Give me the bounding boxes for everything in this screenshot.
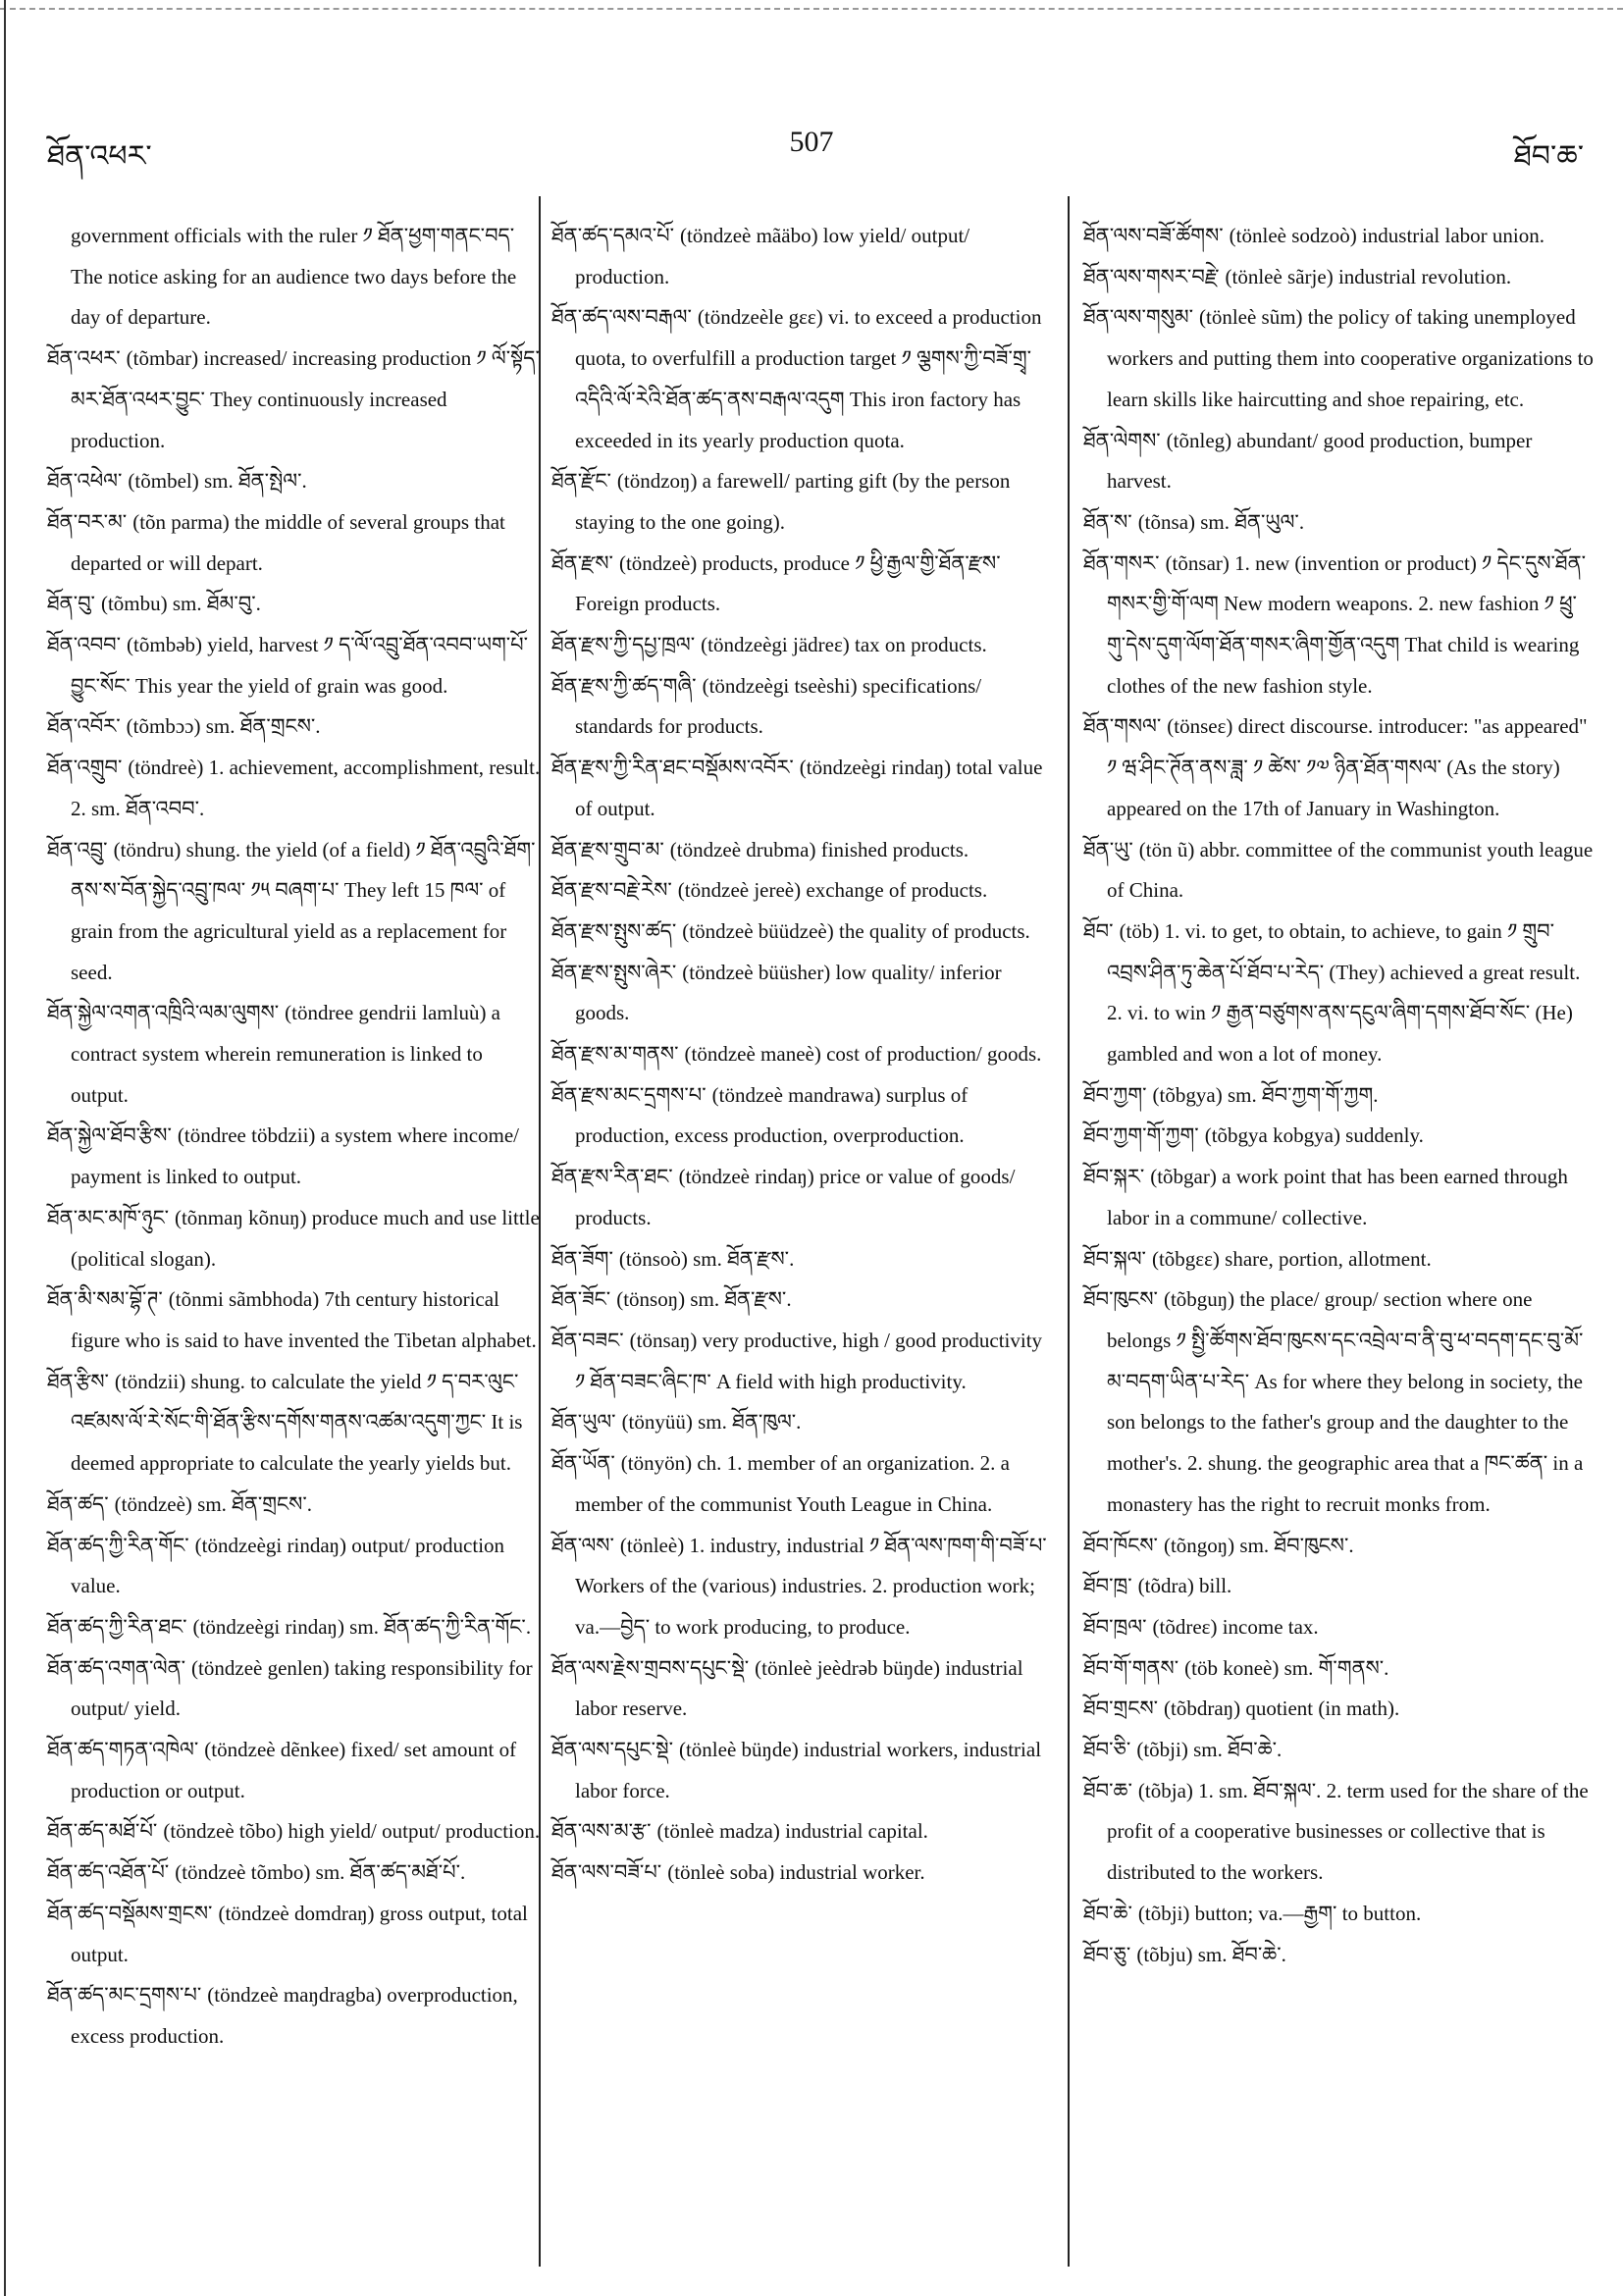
entry-definition: (töndzeè tõbo) high yield/ output/ production. (163, 1819, 541, 1844)
entry-headword: ཐོན་ལས་བཟོ་ཚོགས་ (1083, 224, 1224, 247)
entry-headword: ཐོབ་གྲངས་ (1083, 1696, 1159, 1721)
entry-headword: ཐོན་ལས་རྗེས་གྲབས་དཔུང་སྡེ་ (551, 1655, 750, 1680)
dictionary-entry (1083, 1607, 1594, 1648)
dictionary-entry (47, 748, 543, 829)
entry-headword: ཐོན་ཡུ་ (1083, 837, 1133, 861)
entry-definition: (tönsaŋ) very productive, high / good productivity ༡ ཐོན་བཟང་ཞིང་ཁ་ A field with high productivity. (575, 1328, 1043, 1393)
dictionary-entry (551, 1239, 1047, 1280)
entry-definition: (töndzeè maŋdragba) overproduction, excess production. (71, 1983, 518, 2048)
entry-definition: (tönleè) 1. industry, industrial ༡ ཐོན་ལས་ཁག་གི་བཟོ་པ་ Workers of the (various) industries. 2. production work; va.—བྱེད་ to work producing, to produce. (575, 1533, 1047, 1639)
entry-definition: (tõnmaŋ kõnuŋ) produce much and use little (political slogan). (71, 1205, 540, 1271)
dictionary-entry (47, 461, 543, 502)
entry-headword: ཐོབ་ཀྱག་ (1083, 1082, 1147, 1107)
dictionary-entry (551, 544, 1047, 625)
entry-headword: ཐོན་ལས་མ་རྩ་ (551, 1819, 652, 1844)
entry-headword: ཐོན་ལས་གསུམ་ (1083, 305, 1193, 330)
entry-headword: ཐོན་རྩིས་ (47, 1369, 109, 1393)
dictionary-column-middle (551, 216, 1047, 1894)
dictionary-entry (551, 1852, 1047, 1894)
dictionary-entry (47, 1526, 543, 1607)
entry-definition: (töb) 1. vi. to get, to obtain, to achieve, to gain ༡ གྲུབ་འབྲས་ཤིན་ཏུ་ཆེན་པོ་ཐོབ་པ་རེད་ (They) achieved a great result. 2. vi. to win ༡ རྒྱན་བཙུགས་ནས་དངུལ་ཞིག་དགས་ཐོབ་སོང་ (He) gambled and won a lot of money. (1107, 918, 1581, 1067)
dictionary-entry (47, 1198, 543, 1279)
entry-headword: ཐོན་རྫས་སྤུས་ཞེར་ (551, 960, 677, 984)
entry-definition: (tõbgεε) share, portion, allotment. (1151, 1246, 1432, 1271)
entry-definition: (tõdra) bill. (1137, 1574, 1232, 1598)
entry-definition: (tõdreε) income tax. (1152, 1614, 1319, 1639)
dictionary-entry (1083, 1116, 1594, 1157)
entry-definition: (tönleè soba) industrial worker. (667, 1860, 925, 1885)
dictionary-entry (1083, 1730, 1594, 1771)
entry-definition: (tõmbar) increased/ increasing production ༡ ལོ་སྟོད་མར་ཐོན་འཕར་བྱུང་ They continuously increased production. (71, 346, 540, 452)
entry-headword: ཐོན་འཕེལ་ (47, 469, 123, 494)
dictionary-entry (1083, 830, 1594, 912)
entry-headword: ཐོན་རྫས་སྤུས་ཚད་ (551, 918, 677, 943)
dictionary-entry (1083, 297, 1594, 420)
dictionary-entry (551, 953, 1047, 1034)
dictionary-entry (47, 1648, 543, 1730)
entry-definition: (tõnleg) abundant/ good production, bumper harvest. (1107, 428, 1533, 494)
entry-headword: ཐོན་རྫས་བརྗེ་རེས་ (551, 878, 672, 903)
entry-definition: (tönleè sodzoò) industrial labor union. (1229, 224, 1545, 247)
entry-definition: (töndzii) shung. to calculate the yield ༡ ད་བར་ལུང་འཛམས་ལོ་རེ་སོང་གི་ཐོན་རྩིས་དགོས་གནས་འཚམ་འདུག་ཀྱང་ It is deemed appropriate to calculate the yearly yields but. (71, 1369, 523, 1476)
dictionary-entry (47, 1730, 543, 1811)
dictionary-entry (47, 502, 543, 584)
entry-definition: (tönleè jeèdrəb büŋde) industrial labor reserve. (575, 1655, 1023, 1721)
dictionary-entry (551, 1321, 1047, 1402)
dictionary-entry (551, 1034, 1047, 1075)
entry-definition: (töndzeè dẽnkee) fixed/ set amount of production or output. (71, 1738, 517, 1802)
dictionary-entry (551, 1648, 1047, 1730)
dictionary-entry (551, 1075, 1047, 1157)
entry-definition: (tõbji) button; va.—རྒྱག་ to button. (1137, 1901, 1422, 1925)
dictionary-entry (47, 1362, 543, 1485)
entry-definition: (töndzeè mandrawa) surplus of production, excess production, overproduction. (575, 1082, 969, 1148)
entry-headword: ཐོབ་ཅུ་ (1083, 1942, 1131, 1966)
dictionary-entry (1083, 421, 1594, 502)
entry-headword: ཐོན་རྫས་རིན་ཐང་ (551, 1165, 673, 1189)
entry-definition: (tõbdraŋ) quotient (in math). (1164, 1696, 1400, 1721)
dictionary-entry (1083, 1689, 1594, 1730)
entry-headword: ཐོན་རྫས་མ་གནས་ (551, 1042, 679, 1067)
entry-headword: ཐོན་འགྲུབ་ (47, 756, 123, 780)
running-head-left: ཐོན་འཕར་ (47, 140, 152, 173)
entry-headword: ཐོན་ཚད་འགན་ལེན་ (47, 1655, 186, 1680)
entry-definition: (tõmbɔɔ) sm. ཐོན་གྲངས་. (126, 714, 321, 739)
entry-definition: (töndzeègi tseèshi) specifications/ standards for products. (575, 673, 982, 739)
dictionary-entry (47, 1811, 543, 1852)
dictionary-entry (551, 1526, 1047, 1648)
entry-headword: ཐོན་ཚད་དམའ་པོ་ (551, 224, 675, 247)
entry-definition: (tõbgya kobgya) suddenly. (1204, 1123, 1424, 1148)
entry-headword: ཐོན་ཚད་མཐོ་པོ་ (47, 1819, 158, 1844)
dictionary-entry (1083, 706, 1594, 829)
dictionary-entry (1083, 1526, 1594, 1567)
dictionary-entry (551, 1730, 1047, 1811)
entry-definition: (tönleè sũm) the policy of taking unemployed workers and putting them into cooperative organizations to learn skills like haircutting and shoe repairing, etc. (1107, 305, 1594, 411)
entry-headword: ཐོན་ཡུལ་ (551, 1410, 616, 1435)
entry-headword: ཐོབ་ཁུངས་ (1083, 1287, 1158, 1312)
entry-headword: ཐོབ་ཁྲ་ (1083, 1574, 1132, 1598)
dictionary-entry (1083, 216, 1594, 257)
dictionary-entry (551, 216, 1047, 297)
entry-headword: ཐོབ་ཆེ་ (1083, 1901, 1132, 1925)
entry-headword: ཐོབ་ཁྲལ་ (1083, 1614, 1147, 1639)
entry-definition: (töndzeè) sm. ཐོན་གྲངས་. (114, 1491, 313, 1516)
dictionary-entry (1083, 1239, 1594, 1280)
entry-headword: ཐོན་ཚད་ལས་བརྒལ་ (551, 305, 692, 330)
entry-headword: ཐོན་འབབ་ (47, 633, 122, 657)
dictionary-entry (1083, 1279, 1594, 1525)
entry-definition: (tönsoŋ) sm. ཐོན་རྫས་. (616, 1287, 792, 1312)
dictionary-entry (1083, 1566, 1594, 1607)
dictionary-entry (47, 584, 543, 625)
dictionary-entry (1083, 1771, 1594, 1894)
dictionary-entry (551, 461, 1047, 543)
entry-headword: ཐོན་འབྲུ་ (47, 837, 108, 861)
dictionary-entry (551, 748, 1047, 829)
dictionary-entry (47, 216, 543, 339)
entry-definition: (töndzeègi rindaŋ) sm. ཐོན་ཚད་ཀྱི་རིན་གོང་. (192, 1614, 532, 1639)
entry-headword: ཐོན་རྫས་ཀྱི་ཚད་གཞི་ (551, 673, 697, 698)
entry-definition: (töndree gendrii lamluù) a contract system wherein remuneration is linked to output. (71, 1001, 501, 1107)
entry-headword: ཐོན་གསར་ (1083, 550, 1160, 575)
entry-definition: (tön ũ) abbr. committee of the communist youth league of China. (1107, 837, 1594, 903)
entry-definition: (tönseε) direct discourse. introducer: "as appeared" ༡ ཝ་ཤིང་ཊོན་ནས་ཟླ་ ༡ ཚེས་ ༡༧ ཉིན་ཐོན་གསལ་ (As the story) appeared on the 17th of January in Washington. (1107, 714, 1588, 820)
entry-headword: ཐོན་ཚད་ཀྱི་རིན་ཐང་ (47, 1614, 187, 1639)
dictionary-entry (47, 1279, 543, 1361)
entry-definition: (tönyön) ch. 1. member of an organization. 2. a member of the communist Youth League in China. (575, 1451, 1010, 1516)
entry-definition: (tõnsa) sm. ཐོན་ཡུལ་. (1137, 509, 1305, 534)
entry-headword: ཐོན་ཟོང་ (551, 1287, 611, 1312)
entry-headword: ཐོན་ཡོན་ (551, 1451, 615, 1476)
entry-definition: (töndzeè büüdzeè) the quality of products. (682, 918, 1030, 943)
entry-headword: ཐོབ་སྐར་ (1083, 1165, 1145, 1189)
entry-headword: ཐོན་ལས་དཔུང་སྡེ་ (551, 1738, 673, 1762)
dictionary-entry (1083, 544, 1594, 707)
dictionary-entry (47, 339, 543, 461)
entry-definition: (töndzeèle gεε) vi. to exceed a production quota, to overfulfill a production target ༡ ལྕགས་ཀྱི་བཟོ་གྲྭ་འདིའི་ལོ་རེའི་ཐོན་ཚད་ནས་བརྒལ་འདུག This iron factory has exceeded in its yearly production quota. (575, 305, 1042, 452)
entry-headword: ཐོན་མི་སམ་བྷོ་ཊ་ (47, 1287, 163, 1312)
dictionary-entry (1083, 1648, 1594, 1690)
entry-headword: ཐོབ་སྐལ་ (1083, 1246, 1146, 1271)
dictionary-entry (551, 666, 1047, 748)
entry-headword: ཐོན་ཚད་མང་དྲགས་པ་ (47, 1983, 202, 2008)
dictionary-entry (551, 625, 1047, 666)
entry-definition: (tõbju) sm. ཐོབ་ཆེ་. (1136, 1942, 1286, 1966)
entry-headword: ཐོན་ལས་གསར་བརྗེ་ (1083, 264, 1220, 288)
entry-definition: (tõbgar) a work point that has been earned through labor in a commune/ collective. (1107, 1165, 1568, 1229)
entry-headword: ཐོན་རྫས་ཀྱི་དཔྱ་ཁྲལ་ (551, 633, 696, 657)
dictionary-entry (551, 870, 1047, 912)
entry-definition: (töndree töbdzii) a system where income/ payment is linked to output. (71, 1123, 520, 1189)
entry-definition: (tõbja) 1. sm. ཐོབ་སྐལ་. 2. term used for the share of the profit of a cooperative businesses or collective that is distributed to the workers. (1107, 1778, 1589, 1885)
entry-definition: (tõnmi sãmbhoda) 7th century historical figure who is said to have invented the Tibetan alphabet. (71, 1287, 537, 1352)
page-number: 507 (789, 126, 834, 158)
entry-headword: ཐོན་ཟོག་ (551, 1246, 613, 1271)
entry-definition: (töndzeè drubma) finished products. (669, 837, 969, 861)
entry-headword: ཐོན་སྐྱེལ་ཐོབ་རྩིས་ (47, 1123, 172, 1148)
entry-definition: (töb koneè) sm. གོ་གནས་. (1184, 1655, 1389, 1680)
dictionary-entry (47, 1975, 543, 2057)
entry-definition: (töndru) shung. the yield (of a field) ༡ ཐོན་འབྲུའི་ཐོག་ནས་ས་བོན་སྐྱེད་འབྲུ་ཁལ་ ༡༥ བཞག་པ་ They left 15 ཁལ་ of grain from the agricultural yield as a replacement for seed. (71, 837, 536, 984)
dictionary-column-right (1083, 216, 1594, 1975)
dictionary-entry (1083, 1935, 1594, 1976)
entry-headword: ཐོན་བུ་ (47, 592, 95, 616)
running-head-right: ཐོབ་ཆ་ (1513, 140, 1584, 173)
entry-definition: (töndzeè) products, produce ༡ ཕྱི་རྒྱལ་གྱི་ཐོན་རྫས་ Foreign products. (575, 550, 1001, 616)
entry-headword: ཐོན་འཕར་ (47, 346, 121, 371)
entry-headword: ཐོན་བར་མ་ (47, 509, 128, 534)
dictionary-entry (47, 1894, 543, 1975)
dictionary-entry (1083, 257, 1594, 298)
entry-definition: (töndzeègi rindaŋ) output/ production value. (71, 1533, 505, 1598)
entry-definition: (töndzeègi jädreε) tax on products. (701, 633, 987, 657)
entry-headword: ཐོན་ཚད་ (47, 1491, 109, 1516)
entry-definition: (tõnsar) 1. new (invention or product) ༡ དེང་དུས་ཐོན་གསར་གྱི་གོ་ལག New modern weapons. 2. new fashion ༡ ཕྲུ་གུ་དེས་དུག་ལོག་ཐོན་གསར་ཞིག་གྱོན་འདུག That child is wearing clothes of the new fashion style. (1107, 550, 1587, 698)
entry-headword: ཐོབ་ཆ་ (1083, 1778, 1132, 1802)
entry-headword: ཐོན་བཟང་ (551, 1328, 624, 1352)
entry-definition: (töndzeè büüsher) low quality/ inferior goods. (575, 960, 1002, 1025)
entry-headword: ཐོབ་ཁོངས་ (1083, 1533, 1158, 1557)
entry-headword: ཐོན་ཚད་ཀྱི་རིན་གོང་ (47, 1533, 189, 1557)
entry-headword: ཐོན་མང་མཁོ་ཉུང་ (47, 1205, 169, 1229)
dictionary-entry (551, 297, 1047, 461)
entry-headword: ཐོབ་ (1083, 918, 1114, 943)
dictionary-entry (551, 1811, 1047, 1852)
entry-headword: ཐོན་རྫས་ཀྱི་རིན་ཐང་བསྡོམས་འབོར་ (551, 756, 794, 780)
entry-headword: ཐོན་རྫས་གྲུབ་མ་ (551, 837, 664, 861)
dictionary-entry (47, 1607, 543, 1648)
entry-definition: (töndzeè domdraŋ) gross output, total output. (71, 1901, 528, 1966)
entry-definition: (töndzeè maneè) cost of production/ goods. (684, 1042, 1042, 1067)
dictionary-entry (551, 1157, 1047, 1238)
dictionary-entry (551, 1443, 1047, 1525)
dictionary-entry (551, 830, 1047, 871)
dictionary-entry (1083, 1075, 1594, 1117)
entry-definition: (tõn parma) the middle of several groups that departed or will depart. (71, 509, 505, 575)
entry-headword: ཐོན་ཚད་གཏན་འཁེལ་ (47, 1738, 199, 1762)
entry-definition: (töndzeè rindaŋ) price or value of goods/ products. (575, 1165, 1016, 1229)
entry-headword: ཐོབ་ཀྱག་གོ་ཀྱག་ (1083, 1123, 1199, 1148)
entry-definition: (tönleè büŋde) industrial workers, industrial labor force. (575, 1738, 1042, 1802)
dictionary-entry (47, 1116, 543, 1197)
entry-headword: ཐོན་འབོར་ (47, 714, 121, 739)
dictionary-entry (47, 625, 543, 706)
dictionary-entry (47, 1485, 543, 1526)
dictionary-entry (551, 912, 1047, 953)
column-divider (1068, 196, 1070, 2267)
entry-headword: ཐོབ་ཅི་ (1083, 1738, 1131, 1762)
dictionary-entry (1083, 1157, 1594, 1238)
dictionary-entry (47, 1852, 543, 1894)
entry-headword: ཐོན་ལས་བཟོ་པ་ (551, 1860, 662, 1885)
dictionary-entry (1083, 1894, 1594, 1935)
entry-definition: (tönleè sãrje) industrial revolution. (1225, 264, 1512, 288)
entry-definition: (töndzeè genlen) taking responsibility for output/ yield. (71, 1655, 533, 1721)
entry-definition: (töndreè) 1. achievement, accomplishment, result. 2. sm. ཐོན་འབབ་. (71, 756, 541, 820)
entry-headword: ཐོན་ལེགས་ (1083, 428, 1161, 452)
entry-definition: (töndzeè jereè) exchange of products. (677, 878, 988, 903)
entry-headword: ཐོན་སྐྱེལ་འགན་འཁྲིའི་ལམ་ལུགས་ (47, 1001, 280, 1025)
page-top-border (0, 8, 1623, 10)
entry-headword: ཐོན་ཚད་འཐོན་པོ་ (47, 1860, 170, 1885)
entry-definition: (tõngoŋ) sm. ཐོབ་ཁུངས་. (1163, 1533, 1354, 1557)
entry-definition: (töndzeè mãäbo) low yield/ output/ production. (575, 224, 970, 288)
dictionary-entry (1083, 912, 1594, 1075)
entry-definition: (tönsoò) sm. ཐོན་རྫས་. (618, 1246, 795, 1271)
entry-definition: (tõmbel) sm. ཐོན་སྤེལ་. (128, 469, 307, 494)
dictionary-entry (47, 830, 543, 994)
dictionary-column-left (47, 216, 543, 2058)
dictionary-entry (1083, 502, 1594, 544)
page-left-edge (4, 0, 6, 2296)
entry-headword: ཐོན་རྫོང་ (551, 469, 611, 494)
entry-definition: (töndzoŋ) a farewell/ parting gift (by the person staying to the one going). (575, 469, 1011, 534)
dictionary-entry (551, 1402, 1047, 1443)
entry-definition: (tõmbu) sm. ཐོམ་བུ་. (100, 592, 261, 616)
entry-definition: (tönyüü) sm. ཐོན་ཁུལ་. (621, 1410, 802, 1435)
entry-definition: (tönleè madza) industrial capital. (656, 1819, 928, 1844)
entry-definition: (töndzeègi rindaŋ) total value of output. (575, 756, 1043, 820)
entry-headword: ཐོན་ལས་ (551, 1533, 614, 1557)
entry-definition: (tõbji) sm. ཐོབ་ཆེ་. (1136, 1738, 1283, 1762)
entry-headword: ཐོན་རྫས་ (551, 550, 613, 575)
entry-headword: ཐོན་ས་ (1083, 509, 1132, 534)
entry-headword: ཐོན་རྫས་མང་དྲགས་པ་ (551, 1082, 707, 1107)
dictionary-entry (551, 1279, 1047, 1321)
entry-headword: ཐོབ་གོ་གནས་ (1083, 1655, 1179, 1680)
entry-definition: (töndzeè tõmbo) sm. ཐོན་ཚད་མཐོ་པོ་. (175, 1860, 466, 1885)
entry-definition: (tõbgya) sm. ཐོབ་ཀྱག་གོ་ཀྱག. (1152, 1082, 1379, 1107)
entry-definition: (tõbguŋ) the place/ group/ section where one belongs ༡ སྤྱི་ཚོགས་ཐོབ་ཁུངས་དང་འབྲེལ་བ་ནི་བུ་ཕ་བདག་དང་བུ་མོ་མ་བདག་ཡིན་པ་རེད་ As for where they belong in society, the son belongs to the father's group and the daughter to the mother's. 2. shung. the geographic area that a ཁང་ཚན་ in a monastery has the right to recruit monks from. (1107, 1287, 1584, 1516)
dictionary-entry (47, 993, 543, 1116)
entry-definition: (tõmbəb) yield, harvest ༡ ད་ལོ་འབྲུ་ཐོན་འབབ་ཡག་པོ་བྱུང་སོང་ This year the yield of grain was good. (71, 633, 529, 698)
dictionary-entry (47, 706, 543, 748)
entry-headword: ཐོན་གསལ་ (1083, 714, 1162, 739)
entry-headword: ཐོན་ཚད་བསྡོམས་གྲངས་ (47, 1901, 213, 1925)
entry-definition: government officials with the ruler ༡ ཐོན་ཕྱག་གནང་བད་ The notice asking for an audience two days before the day of departure. (71, 224, 517, 330)
